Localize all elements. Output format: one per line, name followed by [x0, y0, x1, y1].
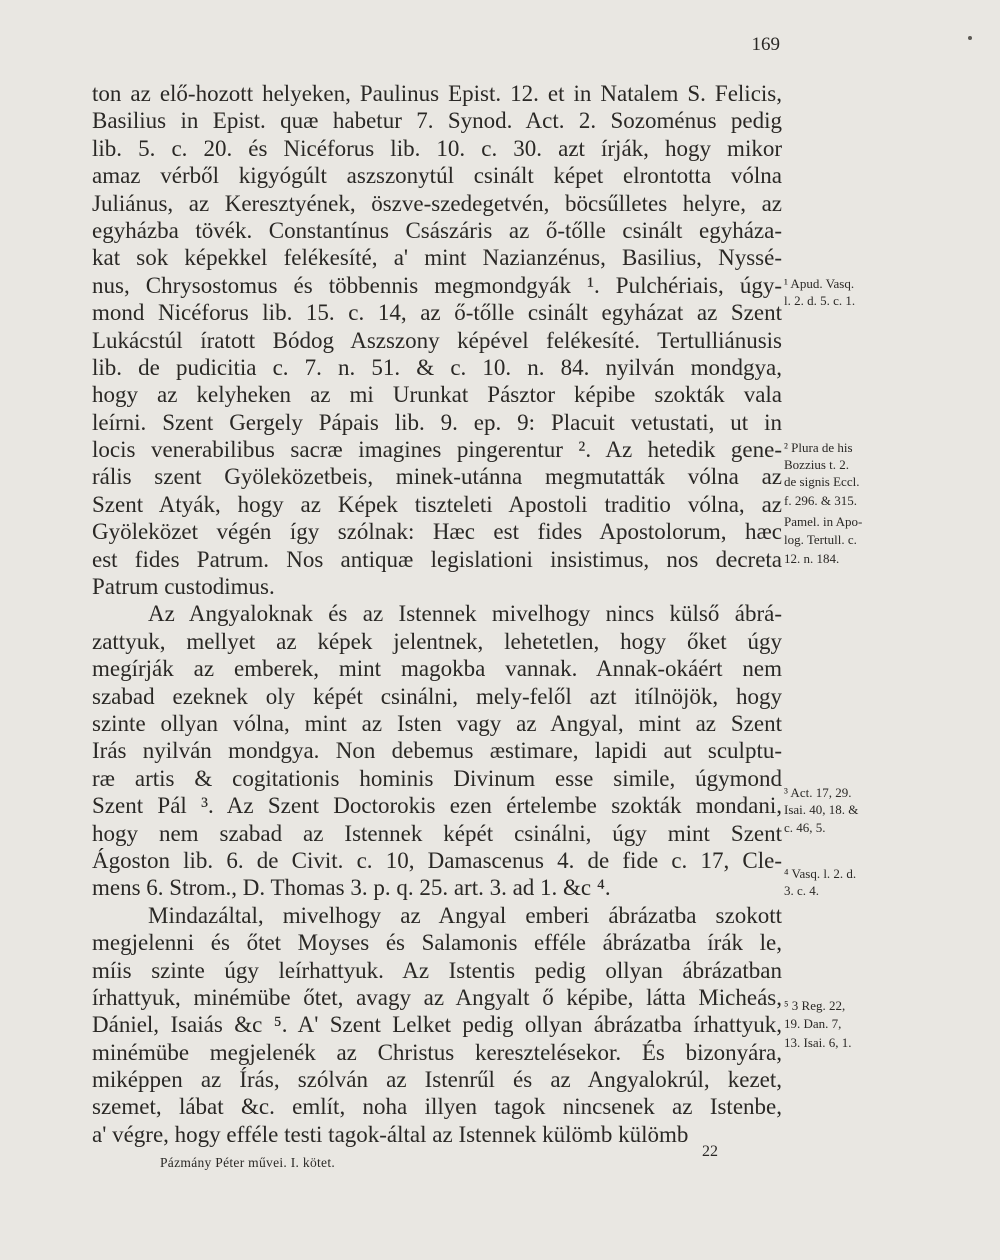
- text-line: locis venerabilibus sacræ imagines pingerentur ². Az hetedik gene-: [92, 437, 782, 463]
- margin-note-line: ¹ Apud. Vasq.: [784, 276, 855, 291]
- text-line: egyházba tövék. Constantínus Császáris az ő-tőlle csinált egyháza-: [92, 217, 782, 243]
- text-line: a' végre, hogy efféle testi tagok-által az Istennek külömb külömb: [92, 1121, 689, 1147]
- text-line: rális szent Gyöleközetbeis, minek-utánna megmutatták vólna az: [92, 464, 782, 490]
- text-line: szinte ollyan vólna, mint az Isten vagy az Angyal, mint az Szent: [92, 710, 782, 736]
- text-line: zattyuk, mellyet az képek jelentnek, lehetetlen, hogy őket úgy: [92, 628, 782, 654]
- text-line: hogy az kelyheken az mi Urunkat Pásztor képibe szokták vala: [92, 382, 782, 408]
- text-line: szabad ezeknek oly képét csinálni, mely-felől azt itílnöjök, hogy: [92, 683, 782, 709]
- text-line: mens 6. Strom., D. Thomas 3. p. q. 25. art. 3. ad 1. &c ⁴.: [92, 875, 611, 901]
- text-line: megjelenni és őtet Moyses és Salamonis efféle ábrázatba írák le,: [92, 930, 782, 956]
- text-line: mond Nicéforus lib. 15. c. 14, az ő-tőlle csinált egyházat az Szent: [92, 300, 782, 326]
- margin-note-line: log. Tertull. c.: [784, 532, 857, 547]
- text-line: megírják az emberek, mint magokba vannak. Annak-okáért nem: [92, 656, 782, 682]
- text-line: Ágoston lib. 6. de Civit. c. 10, Damascenus 4. de fide c. 17, Cle-: [92, 847, 782, 873]
- text-line: Mindazáltal, mivelhogy az Angyal emberi ábrázatba szokott: [148, 902, 782, 928]
- text-line: est fides Patrum. Nos antiquæ legislationi insistimus, nos decreta: [92, 546, 782, 572]
- margin-note-line: ⁵ 3 Reg. 22,: [784, 998, 846, 1013]
- margin-note-line: l. 2. d. 5. c. 1.: [784, 293, 856, 308]
- text-line: miképpen az Írás, szólván az Istenrűl és az Angyalokrúl, kezet,: [92, 1067, 782, 1093]
- margin-note-line: 3. c. 4.: [784, 883, 820, 898]
- margin-note-line: 12. n. 184.: [784, 551, 840, 566]
- main-text-column: [92, 80, 782, 1148]
- text-line: Juliánus, az Keresztyének, öszve-szedegetvén, böcsűlletes helyre, az: [92, 190, 782, 216]
- text-line: lib. 5. c. 20. és Nicéforus lib. 10. c. 30. azt írják, hogy mikor: [92, 135, 782, 161]
- text-line: minémübe megjelenék az Christus keresztelésekor. És bizonyára,: [92, 1039, 782, 1065]
- text-line: Lukácstúl íratott Bódog Aszszony képével felékesíté. Tertulliánusis: [92, 327, 782, 353]
- margin-note-line: 19. Dan. 7,: [784, 1016, 842, 1031]
- margin-note-line: Isai. 40, 18. &: [784, 802, 859, 817]
- text-line: nus, Chrysostomus és többennis megmondgyák ¹. Pulchériais, úgy-: [92, 272, 782, 298]
- text-line: Gyöleközet végén így szólnak: Hæc est fides Apostolorum, hæc: [92, 519, 782, 545]
- margin-note-line: c. 46, 5.: [784, 820, 826, 835]
- margin-note-line: ⁴ Vasq. l. 2. d.: [784, 866, 857, 881]
- text-line: míis szinte úgy leírhattyuk. Az Istentis pedig ollyan ábrázatban: [92, 957, 782, 983]
- text-line: Basilius in Epist. quæ habetur 7. Synod. Act. 2. Sozoménus pedig: [92, 108, 782, 134]
- margin-note-line: Pamel. in Apo-: [784, 514, 863, 529]
- margin-note-line: de signis Eccl.: [784, 474, 860, 489]
- margin-note-line: 13. Isai. 6, 1.: [784, 1035, 852, 1050]
- paper-speck: [968, 36, 972, 40]
- signature-number: 22: [702, 1143, 718, 1160]
- margin-note-line: ² Plura de his: [784, 440, 853, 455]
- text-line: Dániel, Isaiás &c ⁵. A' Szent Lelket pedig ollyan ábrázatba írhattyuk,: [92, 1012, 782, 1038]
- text-line: Patrum custodimus.: [92, 574, 275, 600]
- text-line: Az Angyaloknak és az Istennek mivelhogy nincs külső ábrá-: [148, 601, 782, 627]
- text-line: lib. de pudicitia c. 7. n. 51. & c. 10. n. 84. nyilván mondgya,: [92, 354, 782, 380]
- text-line: Szent Atyák, hogy az Képek tiszteleti Apostoli traditio vólna, az: [92, 491, 782, 517]
- page-number: 169: [751, 34, 780, 55]
- margin-note-line: Bozzius t. 2.: [784, 457, 849, 472]
- text-line: szemet, lábat &c. említ, noha illyen tagok nincsenek az Istenbe,: [92, 1094, 782, 1120]
- text-line: kat sok képekkel felékesíté, a' mint Nazianzénus, Basilius, Nyssé-: [92, 245, 782, 271]
- margin-note-line: f. 296. & 315.: [784, 493, 857, 508]
- text-line: hogy nem szabad az Istennek képét csinálni, úgy mint Szent: [92, 820, 782, 846]
- text-line: amaz vérből kigyógúlt aszszonytúl csinált képet elrontotta vólna: [92, 163, 782, 189]
- text-line: leírni. Szent Gergely Pápais lib. 9. ep. 9: Placuit vetustati, ut in: [92, 409, 782, 435]
- footer-author-line: Pázmány Péter művei. I. kötet.: [160, 1155, 336, 1170]
- text-line: írhattyuk, minémübe őtet, avagy az Angyalt ő képibe, látta Micheás,: [92, 984, 782, 1010]
- text-line: Szent Pál ³. Az Szent Doctorokis ezen értelembe szokták mondani,: [92, 793, 782, 819]
- text-line: ton az elő-hozott helyeken, Paulinus Epist. 12. et in Natalem S. Felicis,: [92, 81, 782, 106]
- margin-note-line: ³ Act. 17, 29.: [784, 785, 852, 800]
- text-line: ræ artis & cogitationis hominis Divinum esse simile, úgymond: [92, 765, 782, 791]
- text-line: Irás nyilván mondgya. Non debemus æstimare, lapidi aut sculptu-: [92, 738, 782, 764]
